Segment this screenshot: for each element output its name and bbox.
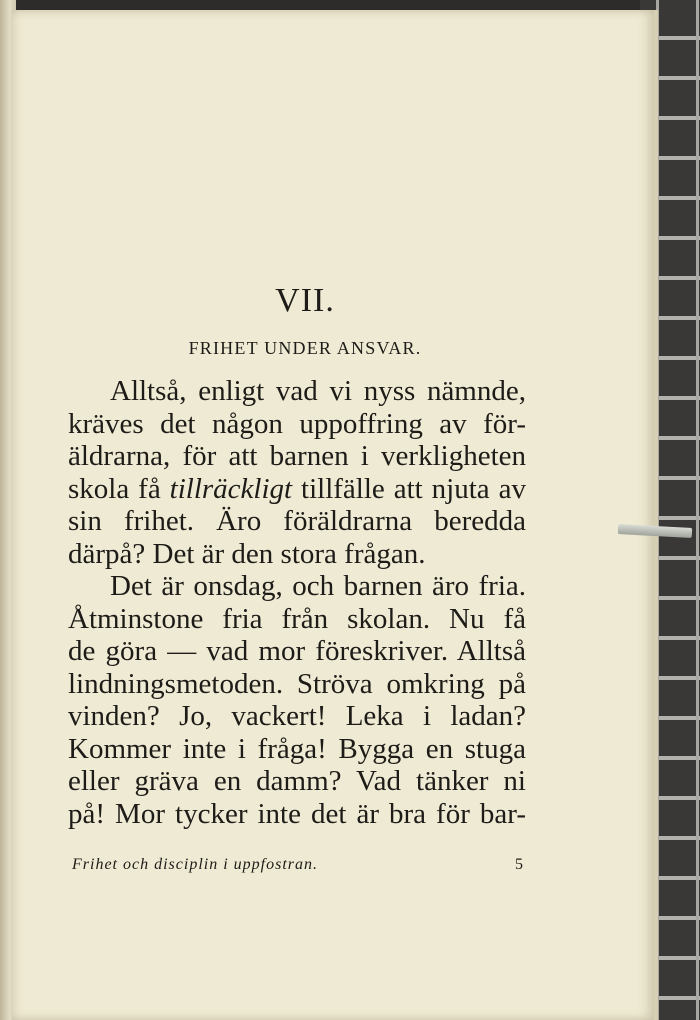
text-fragment: tillfälle att njuta av bbox=[292, 472, 526, 505]
footer-signature: Frihet och disciplin i uppfostran. bbox=[72, 856, 318, 873]
page-text bbox=[12, 10, 654, 1020]
text-line: äldrarna, för att barnen i verkligheten bbox=[68, 440, 526, 472]
text-line: Åtminstone fria från skolan. Nu få bbox=[68, 602, 526, 635]
text-line bbox=[68, 473, 526, 506]
text-line: Det är onsdag, och barnen äro fria. bbox=[110, 570, 526, 602]
body-text bbox=[68, 375, 526, 830]
text-line: på! Mor tycker inte det är bra för bar- bbox=[68, 797, 526, 830]
text-line: de göra — vad mor föreskriver. Alltså bbox=[68, 635, 526, 667]
text-line: sin frihet. Äro föräldrarna beredda bbox=[68, 505, 526, 537]
text-line: därpå? Det är den stora frågan. bbox=[68, 537, 426, 570]
text-line: eller gräva en damm? Vad tänker ni bbox=[68, 765, 526, 797]
text-line: kräves det någon uppoffring av för- bbox=[68, 407, 526, 440]
emphasized-word: tillräckligt bbox=[169, 472, 293, 505]
footer-signature-number: 5 bbox=[515, 856, 523, 873]
book-page bbox=[12, 10, 658, 1020]
chapter-title: FRIHET UNDER ANSVAR. bbox=[188, 338, 422, 358]
text-line: Alltså, enligt vad vi nyss nämnde, bbox=[110, 375, 526, 407]
text-line: Kommer inte i fråga! Bygga en stuga bbox=[68, 732, 526, 765]
text-line: lindningsmetoden. Ströva omkring på bbox=[68, 667, 526, 700]
chapter-number: VII. bbox=[275, 282, 335, 319]
text-fragment: skola få bbox=[68, 472, 170, 505]
text-line: vinden? Jo, vackert! Leka i ladan? bbox=[68, 700, 526, 732]
